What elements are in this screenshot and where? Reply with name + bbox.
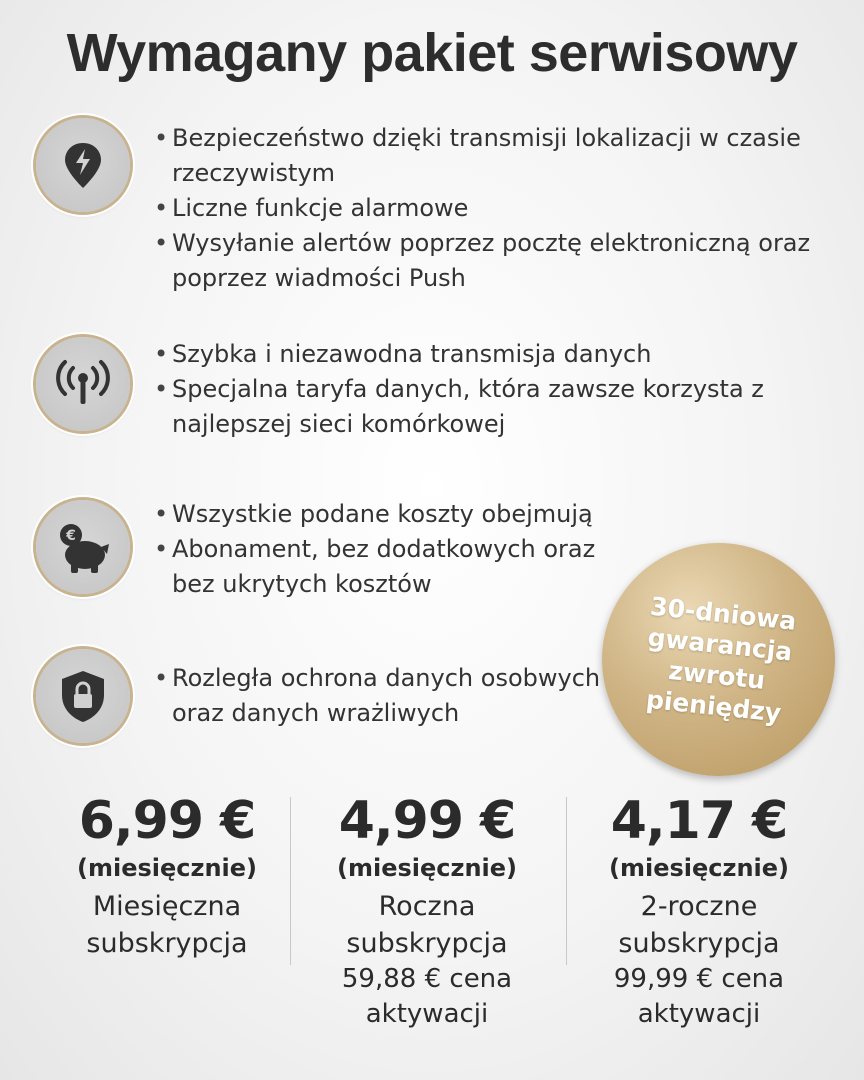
plan-name-line: 2-roczne bbox=[640, 891, 758, 922]
location-pin-icon bbox=[36, 118, 130, 212]
list-item: • Rozległa ochrona danych osobwych oraz danych wrażliwych bbox=[150, 661, 622, 731]
plan-name-line: Roczna bbox=[378, 891, 476, 922]
plan-monthly bbox=[32, 790, 302, 962]
feature-list-privacy bbox=[150, 661, 622, 731]
list-item: • Wysyłanie alertów poprzez pocztę elektroniczną oraz poprzez wiadmości Push bbox=[150, 226, 842, 296]
feature-list-data bbox=[150, 337, 812, 442]
plan-two-year bbox=[564, 790, 834, 1032]
activation-fee bbox=[292, 962, 562, 1032]
feature-list-location bbox=[150, 121, 842, 296]
plan-price: 6,99 € bbox=[78, 791, 256, 851]
plan-name-line: subskrypcja bbox=[86, 928, 248, 959]
shield-lock-icon bbox=[36, 649, 130, 743]
activation-fee-line: 59,88 € cena bbox=[341, 964, 513, 994]
badge-line: gwarancja bbox=[646, 622, 794, 667]
badge-line: 30-dniowa bbox=[648, 591, 798, 636]
activation-fee-line: aktywacji bbox=[365, 999, 489, 1029]
list-item: • Szybka i niezawodna transmisja danych bbox=[150, 337, 812, 372]
list-item: • Bezpieczeństwo dzięki transmisji lokalizacji w czasie rzeczywistym bbox=[150, 121, 842, 191]
plan-yearly bbox=[292, 790, 562, 1032]
plan-name-line: Miesięczna bbox=[92, 891, 242, 922]
plan-name bbox=[32, 888, 302, 962]
plan-name-line: subskrypcja bbox=[346, 928, 508, 959]
badge-line: zwrotu bbox=[667, 655, 767, 695]
activation-fee bbox=[564, 962, 834, 1032]
plan-name bbox=[564, 888, 834, 962]
plan-name bbox=[292, 888, 562, 962]
list-item: • Liczne funkcje alarmowe bbox=[150, 191, 842, 226]
plan-period: (miesięcznie) bbox=[76, 854, 258, 882]
plan-price: 4,17 € bbox=[610, 791, 788, 851]
plan-price: 4,99 € bbox=[338, 791, 516, 851]
piggy-bank-euro-icon bbox=[36, 500, 130, 594]
divider bbox=[290, 797, 291, 965]
plan-period: (miesięcznie) bbox=[608, 854, 790, 882]
badge-line: pieniędzy bbox=[644, 684, 783, 728]
plan-name-line: subskrypcja bbox=[618, 928, 780, 959]
list-item: • Wszystkie podane koszty obejmują bbox=[150, 497, 642, 532]
page-title: Wymagany pakiet serwisowy bbox=[66, 23, 798, 83]
activation-fee-line: 99,99 € cena bbox=[613, 964, 785, 994]
plan-period: (miesięcznie) bbox=[336, 854, 518, 882]
list-item: • Specjalna taryfa danych, która zawsze korzysta z najlepszej sieci komórkowej bbox=[150, 372, 812, 442]
list-item: • Abonament, bez dodatkowych oraz bez ukrytych kosztów bbox=[150, 532, 642, 602]
svg-text:€: € bbox=[66, 528, 76, 544]
activation-fee-line: aktywacji bbox=[637, 999, 761, 1029]
feature-list-costs bbox=[150, 497, 642, 602]
signal-antenna-icon bbox=[36, 337, 130, 431]
